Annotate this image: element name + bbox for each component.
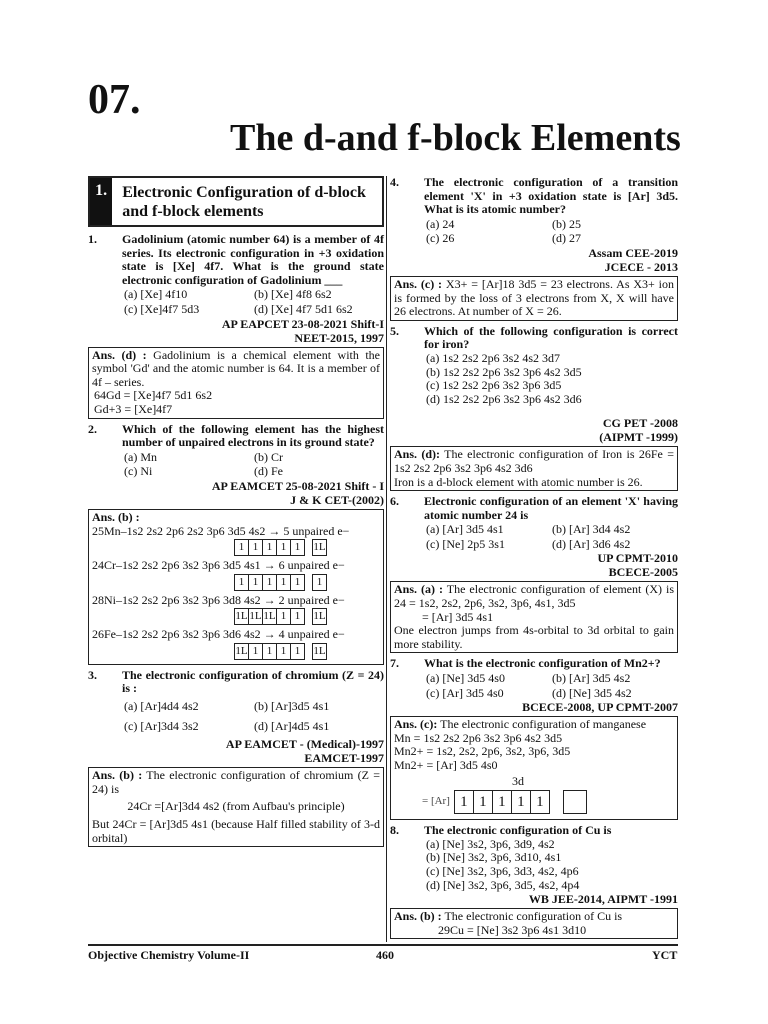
answer-box bbox=[390, 446, 678, 491]
source-line: NEET-2015, 1997 bbox=[294, 330, 384, 345]
orbital-box: 1 bbox=[290, 574, 305, 591]
source-line: Assam CEE-2019 bbox=[588, 245, 678, 260]
answer-label: Ans. (b) : bbox=[92, 509, 140, 524]
answer-box bbox=[88, 767, 384, 847]
answer-text: The electronic configuration of manganese bbox=[440, 717, 647, 732]
option-c: (c) 1s2 2s2 2p6 3s2 3p6 3d5 bbox=[426, 378, 562, 393]
source-line: (AIPMT -1999) bbox=[599, 430, 678, 445]
orbital-box: 1 bbox=[248, 539, 263, 556]
source bbox=[390, 892, 678, 906]
option-a: (a) [Ar] 3d5 4s1 bbox=[426, 522, 504, 537]
option-c: (c) [Ne] 3s2, 3p6, 3d3, 4s2, 4p6 bbox=[426, 863, 579, 878]
option-a: (a) [Xe] 4f10 bbox=[124, 287, 188, 302]
orbital-box: 1 bbox=[530, 790, 550, 814]
answer-text: The electronic configuration of chromium (Z = 24) is bbox=[92, 768, 380, 796]
option-c: (c) [Ar]3d4 3s2 bbox=[124, 718, 199, 733]
source-line: AP EAMCET 25-08-2021 Shift - I bbox=[211, 478, 384, 493]
orbital-box: 1 bbox=[276, 643, 291, 660]
source-line: AP EAPCET 23-08-2021 Shift-I bbox=[221, 316, 384, 331]
option-a: (a) [Ar]4d4 4s2 bbox=[124, 699, 199, 714]
orbital-box: 1L bbox=[234, 643, 249, 660]
source bbox=[390, 700, 678, 714]
option-b: (b) [Xe] 4f8 6s2 bbox=[254, 287, 332, 302]
option-c: (c) Ni bbox=[124, 464, 153, 479]
source-line: UP CPMT-2010 bbox=[597, 551, 678, 566]
option-c: (c) [Ar] 3d5 4s0 bbox=[426, 685, 504, 700]
subshell-label: 3d bbox=[512, 773, 524, 788]
option-b: (b) [Ar] 3d5 4s2 bbox=[552, 671, 631, 686]
orbital-box: 1L bbox=[312, 643, 327, 660]
orbital-box: 1 bbox=[473, 790, 493, 814]
answer-text: The electronic configuration of Cu is bbox=[444, 909, 623, 924]
footer-page-number: 460 bbox=[376, 948, 394, 962]
orbital-box: 1 bbox=[511, 790, 531, 814]
options bbox=[390, 838, 678, 892]
config-line: 26Fe–1s2 2s2 2p6 3s2 3p6 3d6 4s2 → 4 unpaired e− bbox=[92, 627, 345, 642]
orbital-box: 1 bbox=[234, 539, 249, 556]
answer-text: The electronic configuration of element (X) is 24 = 1s2, 2s2, 2p6, 3s2, 3p6, 4s1, 3d5 bbox=[394, 582, 674, 611]
answer-box bbox=[390, 581, 678, 653]
orbital-boxes bbox=[92, 608, 380, 625]
prefix: = [Ar] bbox=[422, 795, 450, 808]
question-number: 5. bbox=[390, 323, 399, 338]
answer-label: Ans. (b) : bbox=[394, 909, 442, 924]
option-a: (a) [Ne] 3d5 4s0 bbox=[426, 671, 505, 686]
option-c: (c) 26 bbox=[426, 231, 455, 246]
options bbox=[390, 672, 678, 700]
option-d: (d) [Ar]4d5 4s1 bbox=[254, 718, 330, 733]
orbital-box: 1 bbox=[276, 574, 291, 591]
question-text: Which of the following configuration is correct for iron? bbox=[424, 323, 678, 352]
question-7 bbox=[390, 657, 678, 671]
answer-label: Ans. (c): bbox=[394, 717, 438, 732]
config-line: 28Ni–1s2 2s2 2p6 3s2 3p6 3d8 4s2 → 2 unpaired e− bbox=[92, 592, 345, 607]
orbital-box: 1 bbox=[454, 790, 474, 814]
footer-rule bbox=[88, 944, 678, 946]
options bbox=[390, 352, 678, 406]
question-number: 2. bbox=[88, 421, 97, 436]
question-number: 3. bbox=[88, 667, 97, 682]
orbital-box: 1 bbox=[262, 574, 277, 591]
config-line: 25Mn–1s2 2s2 2p6 2s2 3p6 3d5 4s2 → 5 unpaired e− bbox=[92, 523, 350, 538]
equation: 24Cr =[Ar]3d4 4s2 (from Aufbau's principle) bbox=[127, 799, 345, 814]
question-number: 4. bbox=[390, 175, 399, 189]
answer-box bbox=[88, 509, 384, 665]
question-2 bbox=[88, 423, 384, 450]
orbital-boxes bbox=[92, 574, 380, 591]
option-b: (b) 25 bbox=[552, 216, 581, 231]
option-c: (c) [Xe]4f7 5d3 bbox=[124, 301, 200, 316]
question-number: 1. bbox=[88, 232, 97, 246]
section-number: 1. bbox=[90, 178, 112, 225]
option-d: (d) 27 bbox=[552, 231, 581, 246]
orbital-box: 1 bbox=[312, 574, 327, 591]
source bbox=[88, 479, 384, 507]
option-b: (b) Cr bbox=[254, 449, 283, 464]
orbital-box: 1 bbox=[248, 574, 263, 591]
question-6 bbox=[390, 495, 678, 522]
answer-text: One electron jumps from 4s-orbital to 3d orbital to gain more stability. bbox=[394, 623, 674, 651]
option-d: (d) Fe bbox=[254, 464, 283, 479]
source bbox=[390, 416, 678, 444]
answer-label: Ans. (b) : bbox=[92, 768, 143, 783]
orbital-boxes bbox=[92, 643, 380, 660]
footer-book-title: Objective Chemistry Volume-II bbox=[88, 948, 250, 962]
answer-label: Ans. (a) : bbox=[394, 582, 443, 597]
answer-box bbox=[390, 908, 678, 939]
source bbox=[390, 551, 678, 579]
chapter-title: The d-and f-block Elements bbox=[230, 117, 681, 159]
answer-box bbox=[390, 276, 678, 321]
left-column bbox=[88, 176, 384, 851]
question-text: Which of the following element has the highest number of unpaired electrons in its ground state? bbox=[122, 421, 384, 450]
orbital-box: 1L bbox=[248, 608, 263, 625]
orbital-box: 1 bbox=[290, 608, 305, 625]
question-number: 7. bbox=[390, 656, 399, 671]
question-5 bbox=[390, 325, 678, 352]
orbital-box: 1L bbox=[234, 608, 249, 625]
option-b: (b) [Ne] 3s2, 3p6, 3d10, 4s1 bbox=[426, 850, 562, 865]
source-line: BCECE-2005 bbox=[608, 565, 678, 580]
source bbox=[390, 246, 678, 274]
config-line: Mn2+ = [Ar] 3d5 4s0 bbox=[394, 758, 498, 772]
source-line: AP EAMCET - (Medical)-1997 bbox=[225, 737, 384, 752]
option-d: (d) [Ne] 3s2, 3p6, 3d5, 4s2, 4p4 bbox=[426, 877, 580, 892]
option-a: (a) [Ne] 3s2, 3p6, 3d9, 4s2 bbox=[426, 836, 555, 851]
source bbox=[88, 317, 384, 345]
question-text: What is the electronic configuration of Mn2+? bbox=[424, 656, 661, 671]
option-a: (a) 24 bbox=[426, 216, 455, 231]
answer-text: Gadolinium is a chemical element with the symbol 'Gd' and the atomic number is 64. It is a member of 4f – series. bbox=[92, 347, 381, 389]
question-text: The electronic configuration of chromium (Z = 24) is : bbox=[122, 667, 384, 696]
footer-publisher: YCT bbox=[652, 948, 678, 962]
orbital-box: 1 bbox=[492, 790, 512, 814]
equation: = [Ar] 3d5 4s1 bbox=[422, 609, 494, 624]
section-header bbox=[88, 176, 384, 227]
question-number: 8. bbox=[390, 823, 399, 838]
answer-text: Iron is a d-block element with atomic number is 26. bbox=[394, 474, 643, 489]
right-column bbox=[390, 176, 678, 943]
options bbox=[390, 218, 678, 246]
answer-label: Ans. (d): bbox=[394, 447, 441, 462]
source-line: WB JEE-2014, AIPMT -1991 bbox=[528, 892, 678, 907]
orbital-boxes bbox=[394, 790, 674, 814]
option-d: (d) [Ne] 3d5 4s2 bbox=[552, 685, 632, 700]
orbital-box: 1L bbox=[262, 608, 277, 625]
config-line: Mn = 1s2 2s2 2p6 3s2 3p6 4s2 3d5 bbox=[394, 730, 563, 745]
equation: Gd+3 = [Xe]4f7 bbox=[94, 401, 173, 416]
orbital-box: 1L bbox=[312, 539, 327, 556]
orbital-box: 1 bbox=[290, 643, 305, 660]
options bbox=[88, 288, 384, 316]
question-1 bbox=[88, 233, 384, 287]
orbital-box: 1 bbox=[262, 539, 277, 556]
question-4 bbox=[390, 176, 678, 217]
question-text: Electronic configuration of an element 'X' having atomic number 24 is bbox=[424, 494, 678, 522]
answer-text: X3+ = [Ar]18 3d5 = 23 electrons. As X3+ ion is formed by the loss of 3 electrons from X, X will have 26 electrons. At number of X = 26. bbox=[394, 276, 674, 319]
source-line: CG PET -2008 bbox=[602, 416, 678, 431]
source bbox=[88, 737, 384, 765]
equation: 29Cu = [Ne] 3s2 3p6 4s1 3d10 bbox=[438, 922, 587, 937]
empty-orbital-box bbox=[563, 790, 587, 814]
orbital-box: 1 bbox=[248, 643, 263, 660]
source-line: J & K CET-(2002) bbox=[290, 492, 384, 507]
answer-box bbox=[88, 347, 384, 419]
orbital-box: 1L bbox=[312, 608, 327, 625]
orbital-boxes bbox=[92, 539, 380, 556]
equation: 64Gd = [Xe]4f7 5d1 6s2 bbox=[94, 388, 213, 403]
option-a: (a) Mn bbox=[124, 449, 157, 464]
question-number: 6. bbox=[390, 494, 399, 509]
option-d: (d) [Ar] 3d6 4s2 bbox=[552, 536, 631, 551]
answer-label: Ans. (c) : bbox=[394, 276, 443, 291]
option-c: (c) [Ne] 2p5 3s1 bbox=[426, 536, 505, 551]
orbital-box: 1 bbox=[276, 539, 291, 556]
orbital-box: 1 bbox=[276, 608, 291, 625]
section-title: Electronic Configuration of d-block and f-block elements bbox=[122, 184, 366, 220]
option-b: (b) [Ar]3d5 4s1 bbox=[254, 699, 330, 714]
option-a: (a) 1s2 2s2 2p6 3s2 4s2 3d7 bbox=[426, 350, 560, 365]
column-divider bbox=[386, 176, 387, 942]
source-line: EAMCET-1997 bbox=[304, 751, 384, 766]
question-text: The electronic configuration of Cu is bbox=[424, 823, 612, 838]
orbital-box: 1 bbox=[234, 574, 249, 591]
equation: But 24Cr = [Ar]3d5 4s1 (because Half filled stability of 3-d orbital) bbox=[92, 817, 380, 845]
orbital-box: 1 bbox=[290, 539, 305, 556]
config-line: 24Cr–1s2 2s2 2p6 3s2 3p6 3d5 4s1 → 6 unpaired e− bbox=[92, 558, 345, 573]
config-line: Mn2+ = 1s2, 2s2, 2p6, 3s2, 3p6, 3d5 bbox=[394, 744, 571, 759]
orbital-box: 1 bbox=[262, 643, 277, 660]
option-b: (b) 1s2 2s2 2p6 3s2 3p6 4s2 3d5 bbox=[426, 364, 582, 379]
option-d: (d) 1s2 2s2 2p6 3s2 3p6 4s2 3d6 bbox=[426, 391, 582, 406]
question-text: Gadolinium (atomic number 64) is a member of 4f series. Its electronic configuration in +3 oxidation state is [Xe] 4f7. What is the ground state electronic configuration of Gadolinium ___ bbox=[122, 232, 384, 287]
answer-text: The electronic configuration of Iron is 26Fe = 1s2 2s2 2p6 3s2 3p6 4s2 3d6 bbox=[394, 447, 674, 475]
answer-label: Ans. (d) : bbox=[92, 347, 147, 362]
question-8 bbox=[390, 824, 678, 838]
option-d: (d) [Xe] 4f7 5d1 6s2 bbox=[254, 301, 353, 316]
option-b: (b) [Ar] 3d4 4s2 bbox=[552, 522, 631, 537]
source-line: JCECE - 2013 bbox=[604, 259, 678, 274]
source-line: BCECE-2008, UP CPMT-2007 bbox=[522, 700, 678, 715]
answer-box bbox=[390, 716, 678, 820]
question-text: The electronic configuration of a transition element 'X' in +3 oxidation state is [Ar] 3d5. What is its atomic number? bbox=[424, 175, 678, 217]
options bbox=[390, 523, 678, 551]
question-3 bbox=[88, 669, 384, 696]
options bbox=[88, 700, 384, 733]
options bbox=[88, 451, 384, 479]
chapter-number: 07. bbox=[88, 77, 141, 123]
